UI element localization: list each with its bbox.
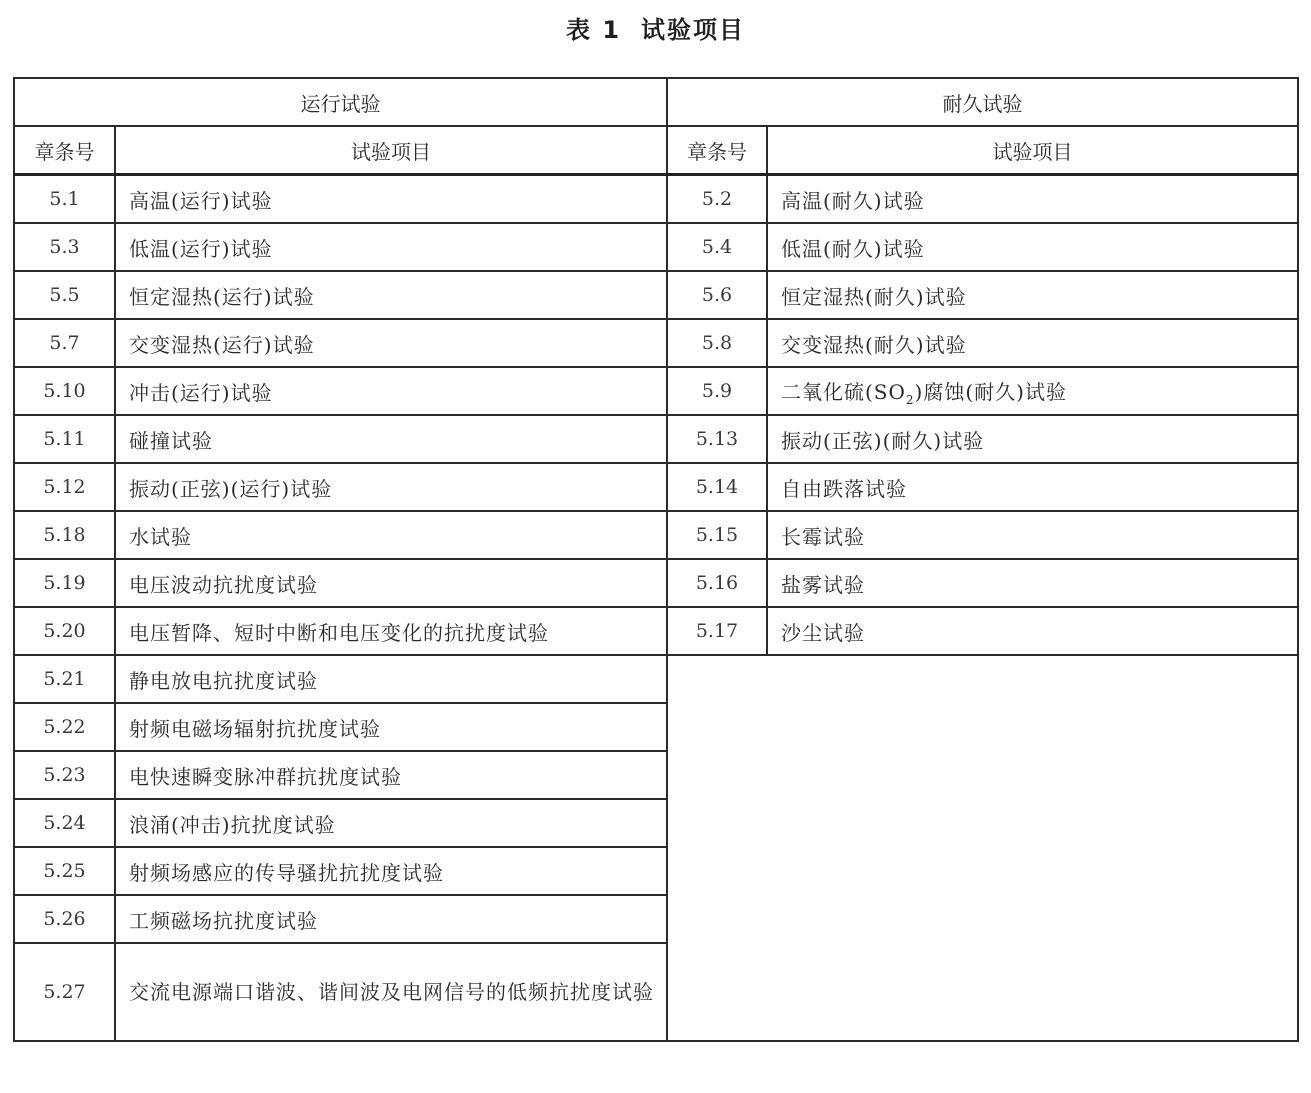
test-item: 电快速瞬变脉冲群抗扰度试验 [115, 751, 667, 799]
test-item: 高温(运行)试验 [115, 175, 667, 224]
test-item-part: )腐蚀(耐久)试验 [914, 379, 1067, 404]
clause-number: 5.21 [14, 655, 115, 703]
clause-number: 5.25 [14, 847, 115, 895]
clause-number: 5.13 [667, 415, 767, 463]
empty-cell [667, 655, 1298, 1041]
table-row [14, 463, 1298, 511]
table-row [14, 367, 1298, 415]
table-caption [0, 10, 1311, 45]
test-item: 冲击(运行)试验 [115, 367, 667, 415]
test-item: 低温(运行)试验 [115, 223, 667, 271]
table-row [14, 511, 1298, 559]
col-header-clause: 章条号 [667, 126, 767, 175]
clause-number: 5.4 [667, 223, 767, 271]
test-item: 盐雾试验 [767, 559, 1298, 607]
test-item: 电压暂降、短时中断和电压变化的抗扰度试验 [115, 607, 667, 655]
col-header-item: 试验项目 [115, 126, 667, 175]
test-item: 交流电源端口谐波、谐间波及电网信号的低频抗扰度试验 [115, 943, 667, 1041]
clause-number: 5.27 [14, 943, 115, 1041]
test-item: 电压波动抗扰度试验 [115, 559, 667, 607]
clause-number: 5.3 [14, 223, 115, 271]
test-item: 射频场感应的传导骚扰抗扰度试验 [115, 847, 667, 895]
clause-number: 5.24 [14, 799, 115, 847]
col-header-item: 试验项目 [767, 126, 1298, 175]
test-item: 振动(正弦)(运行)试验 [115, 463, 667, 511]
table-row [14, 655, 1298, 703]
clause-number: 5.22 [14, 703, 115, 751]
table-row [14, 607, 1298, 655]
test-item: 浪涌(冲击)抗扰度试验 [115, 799, 667, 847]
clause-number: 5.2 [667, 175, 767, 224]
test-items-table [13, 77, 1299, 1042]
test-item: 工频磁场抗扰度试验 [115, 895, 667, 943]
clause-number: 5.5 [14, 271, 115, 319]
test-item: 水试验 [115, 511, 667, 559]
clause-number: 5.10 [14, 367, 115, 415]
clause-number: 5.18 [14, 511, 115, 559]
test-item: 静电放电抗扰度试验 [115, 655, 667, 703]
test-item: 振动(正弦)(耐久)试验 [767, 415, 1298, 463]
test-item: 交变湿热(耐久)试验 [767, 319, 1298, 367]
group-header-endurance: 耐久试验 [667, 78, 1298, 126]
table-row [14, 223, 1298, 271]
clause-number: 5.1 [14, 175, 115, 224]
test-item: 自由跌落试验 [767, 463, 1298, 511]
table-row [14, 319, 1298, 367]
table-row [14, 271, 1298, 319]
clause-number: 5.15 [667, 511, 767, 559]
subscript: 2 [905, 392, 915, 407]
test-item-part: 二氧化硫(SO [781, 379, 906, 404]
clause-number: 5.11 [14, 415, 115, 463]
test-item: 低温(耐久)试验 [767, 223, 1298, 271]
table-row [14, 415, 1298, 463]
test-item [767, 367, 1298, 415]
test-item: 射频电磁场辐射抗扰度试验 [115, 703, 667, 751]
clause-number: 5.14 [667, 463, 767, 511]
table-row [14, 559, 1298, 607]
clause-number: 5.12 [14, 463, 115, 511]
clause-number: 5.17 [667, 607, 767, 655]
clause-number: 5.19 [14, 559, 115, 607]
table-title: 试验项目 [641, 16, 746, 44]
test-item: 恒定湿热(运行)试验 [115, 271, 667, 319]
test-item: 长霉试验 [767, 511, 1298, 559]
test-item: 恒定湿热(耐久)试验 [767, 271, 1298, 319]
clause-number: 5.16 [667, 559, 767, 607]
clause-number: 5.7 [14, 319, 115, 367]
col-header-clause: 章条号 [14, 126, 115, 175]
table-number: 表 1 [565, 16, 622, 44]
clause-number: 5.8 [667, 319, 767, 367]
clause-number: 5.20 [14, 607, 115, 655]
test-item: 沙尘试验 [767, 607, 1298, 655]
clause-number: 5.23 [14, 751, 115, 799]
test-item: 碰撞试验 [115, 415, 667, 463]
clause-number: 5.9 [667, 367, 767, 415]
test-item: 高温(耐久)试验 [767, 175, 1298, 224]
table-row [14, 175, 1298, 224]
clause-number: 5.26 [14, 895, 115, 943]
clause-number: 5.6 [667, 271, 767, 319]
test-item: 交变湿热(运行)试验 [115, 319, 667, 367]
group-header-operational: 运行试验 [14, 78, 667, 126]
